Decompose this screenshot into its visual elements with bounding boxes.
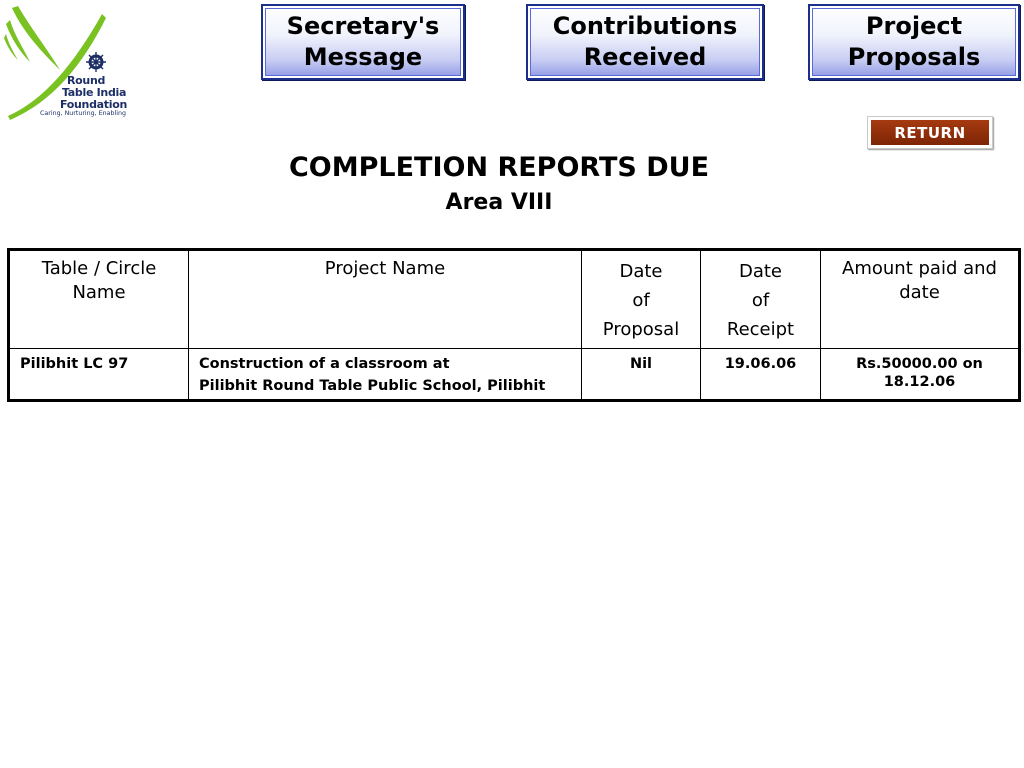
table-row [9,349,1020,401]
area-subtitle: Area VIII [445,190,553,215]
header-receipt-line2: of [751,290,770,311]
page-title: COMPLETION REPORTS DUE [288,152,710,183]
return-button[interactable] [867,116,993,149]
project-name-line1: Construction of a classroom at [199,356,450,372]
logo-tagline: Caring, Nurturing, Enabling [40,110,126,117]
secretarys-message-button[interactable] [261,4,465,80]
logo-org-line2: Table India [62,86,127,99]
secretarys-message-label: Secretary's Message [286,12,440,71]
logo-org-line1: Round [67,74,106,87]
contributions-received-button[interactable] [526,4,764,80]
cell-date-of-receipt: 19.06.06 [701,349,821,401]
header-amount-paid: Amount paid and date [821,250,1020,349]
cell-amount-paid: Rs.50000.00 on 18.12.06 [821,349,1020,401]
cell-date-of-proposal: Nil [582,349,701,401]
cell-project-name [189,349,582,401]
header-receipt-line3: Receipt [726,319,795,340]
table-header-row [9,250,1020,349]
foundation-logo [4,4,140,122]
header-proposal-line1: Date [619,261,663,282]
header-proposal-line2: of [632,290,650,311]
header-date-of-receipt [701,250,821,349]
header-circle-name: Table / Circle Name [9,250,189,349]
header-date-of-proposal [582,250,701,349]
completion-reports-table [7,248,1021,402]
return-label: RETURN [871,120,989,145]
project-proposals-button[interactable] [808,4,1020,80]
project-name-line2: Pilibhit Round Table Public School, Pilibhit [199,378,546,394]
header-project-name: Project Name [189,250,582,349]
project-proposals-label: Project Proposals [847,12,981,71]
contributions-received-label: Contributions Received [552,12,738,71]
logo-org-line3: Foundation [60,98,128,111]
header-proposal-line3: Proposal [602,319,680,340]
header-receipt-line1: Date [738,261,783,282]
logo-org-name [62,75,144,111]
cell-circle-name: Pilibhit LC 97 [9,349,189,401]
